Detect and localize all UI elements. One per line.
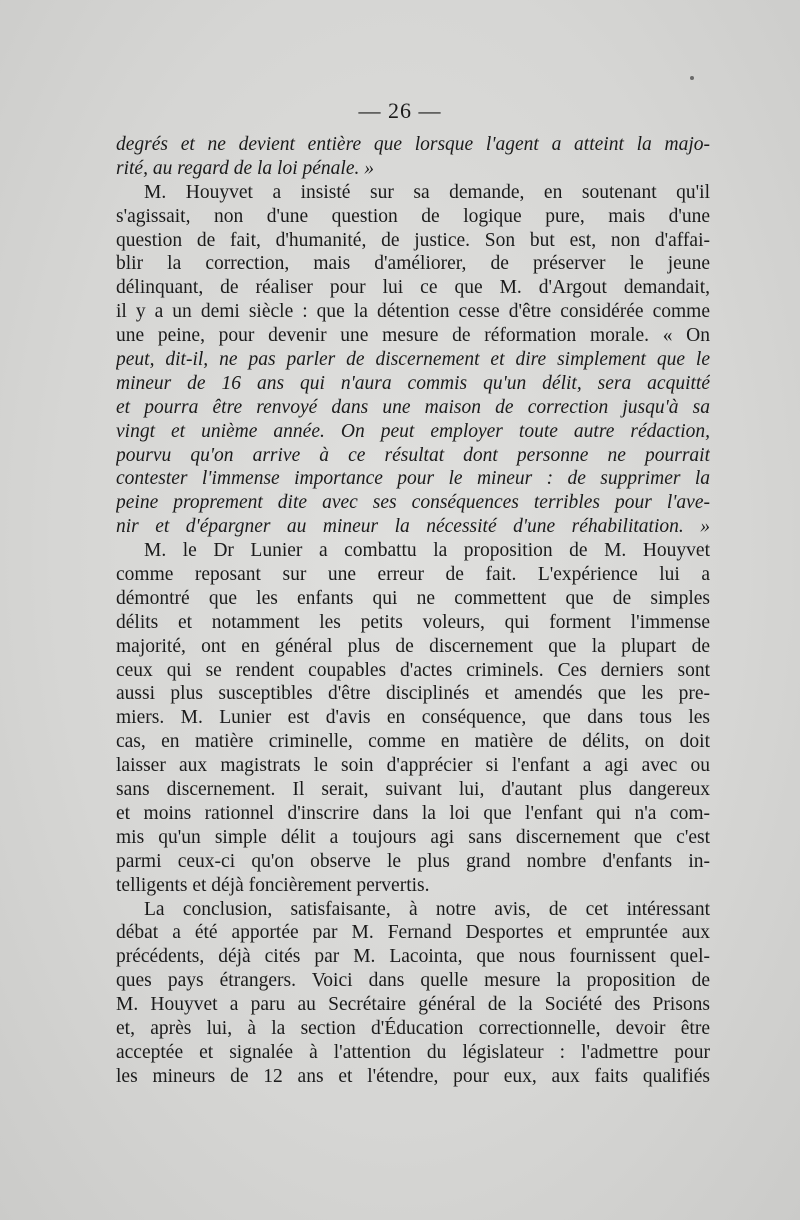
text-line: peut, dit-il, ne pas parler de discernement et dire simplement que le [116, 349, 710, 371]
text-line: rité, au regard de la loi pénale. » [116, 157, 374, 179]
page-number: — 26 — [358, 98, 442, 123]
text-line: cas, en matière criminelle, comme en matière de délits, on doit [116, 731, 710, 753]
text-line: miers. M. Lunier est d'avis en conséquence, que dans tous les [116, 707, 710, 729]
body-text [116, 133, 710, 1089]
text-line: mineur de 16 ans qui n'aura commis qu'un délit, sera acquitté [116, 372, 710, 394]
text-line: les mineurs de 12 ans et l'étendre, pour eux, aux faits qualifiés [116, 1065, 710, 1087]
text-line: sans discernement. Il serait, suivant lui, d'autant plus dangereux [116, 779, 710, 801]
text-line: acceptée et signalée à l'attention du législateur : l'admettre pour [116, 1041, 710, 1063]
text-line: majorité, ont en général plus de discernement que la plupart de [116, 635, 710, 657]
text-line: il y a un demi siècle : que la détention cesse d'être considérée comme [116, 301, 710, 323]
text-line: La conclusion, satisfaisante, à notre avis, de cet intéressant [144, 898, 710, 920]
text-line: et, après lui, à la section d'Éducation correctionnelle, devoir être [116, 1017, 710, 1039]
text-line: débat a été apportée par M. Fernand Desportes et empruntée aux [116, 922, 710, 944]
text-line: parmi ceux-ci qu'on observe le plus grand nombre d'enfants in- [116, 850, 710, 872]
text-line: mis qu'un simple délit a toujours agi sans discernement que c'est [116, 826, 710, 848]
text-line: délits et notamment les petits voleurs, qui forment l'immense [116, 611, 710, 633]
text-line: telligents et déjà foncièrement pervertis. [116, 874, 430, 896]
text-line: pourvu qu'on arrive à ce résultat dont personne ne pourrait [116, 444, 710, 466]
text-line: précédents, déjà cités par M. Lacointa, que nous fournissent quel- [116, 946, 710, 968]
text-line: et moins rationnel d'inscrire dans la loi que l'enfant qui n'a com- [116, 802, 710, 824]
text-line: démontré que les enfants qui ne commettent que de simples [116, 587, 710, 609]
text-line: nir et d'épargner au mineur la nécessité d'une réhabilitation. » [116, 516, 710, 538]
text-line: M. Houyvet a insisté sur sa demande, en soutenant qu'il [144, 181, 710, 203]
ink-speck [690, 76, 694, 80]
text-line: blir la correction, mais d'améliorer, de préserver le jeune [116, 253, 710, 275]
text-line: ceux qui se rendent coupables d'actes criminels. Ces derniers sont [116, 659, 710, 681]
text-line: M. Houyvet a paru au Secrétaire général de la Société des Prisons [116, 994, 710, 1016]
text-line: comme reposant sur une erreur de fait. L'expérience lui a [116, 564, 710, 586]
text-line: vingt et unième année. On peut employer toute autre rédaction, [116, 420, 710, 442]
text-line: s'agissait, non d'une question de logique pure, mais d'une [116, 205, 710, 227]
text-line: et pourra être renvoyé dans une maison de correction jusqu'à sa [116, 396, 710, 418]
text-line: contester l'immense importance pour le mineur : de supprimer la [116, 468, 710, 490]
text-line: ques pays étrangers. Voici dans quelle mesure la proposition de [116, 970, 710, 992]
text-line: degrés et ne devient entière que lorsque l'agent a atteint la majo- [116, 134, 710, 155]
text-line: délinquant, de réaliser pour lui ce que M. d'Argout demandait, [116, 277, 710, 299]
text-line: M. le Dr Lunier a combattu la proposition de M. Houyvet [144, 540, 710, 562]
text-line: question de fait, d'humanité, de justice. Son but est, non d'affai- [116, 229, 710, 251]
text-line: aussi plus susceptibles d'être disciplinés et amendés que les pre- [116, 683, 710, 705]
text-line: une peine, pour devenir une mesure de réformation morale. « On [116, 325, 710, 347]
text-line: peine proprement dite avec ses conséquences terribles pour l'ave- [116, 492, 710, 514]
text-line: laisser aux magistrats le soin d'apprécier si l'enfant a agi avec ou [116, 755, 710, 777]
